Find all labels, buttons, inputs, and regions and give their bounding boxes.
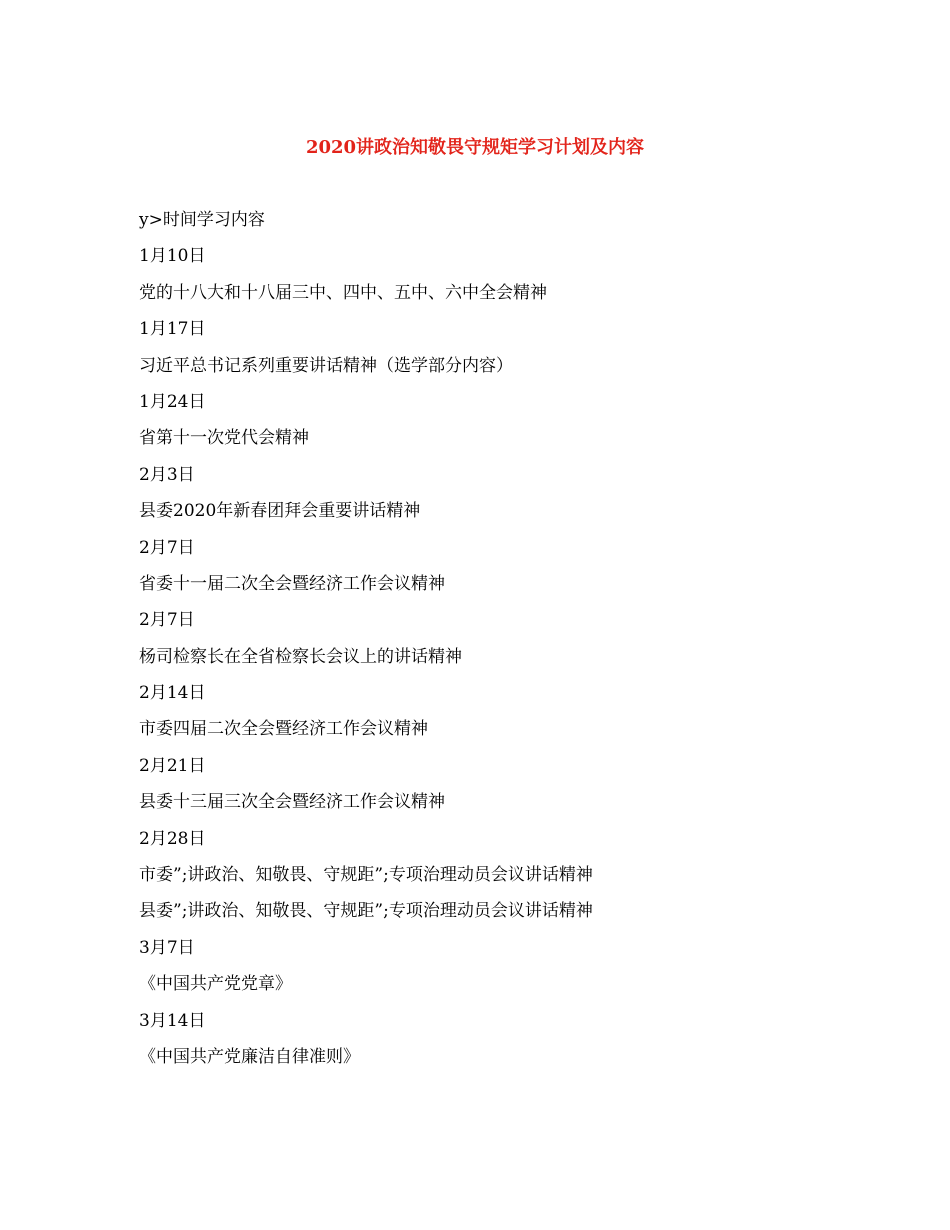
content-line: 省委十一届二次全会暨经济工作会议精神 <box>139 573 445 594</box>
date-line: 3月14日 <box>139 1010 206 1031</box>
content-line: 市委”;讲政治、知敬畏、守规距”;专项治理动员会议讲话精神 <box>139 865 593 886</box>
content-line: 《中国共产党廉洁自律准则》 <box>139 1046 360 1067</box>
content-line: 杨司检察长在全省检察长会议上的讲话精神 <box>139 646 462 667</box>
content-line: 县委”;讲政治、知敬畏、守规距”;专项治理动员会议讲话精神 <box>139 901 593 922</box>
date-line: 2月7日 <box>139 537 195 558</box>
date-line: 1月17日 <box>139 319 206 340</box>
content-line: 《中国共产党党章》 <box>139 974 292 995</box>
header-line: y>时间学习内容 <box>139 210 265 230</box>
document-title: 2020讲政治知敬畏守规矩学习计划及内容 <box>305 137 645 158</box>
date-line: 1月24日 <box>139 391 206 412</box>
date-line: 2月28日 <box>139 828 206 849</box>
date-line: 3月7日 <box>139 937 195 958</box>
date-line: 2月14日 <box>139 683 206 704</box>
content-line: 县委2020年新春团拜会重要讲话精神 <box>139 501 421 522</box>
study-plan-list <box>139 208 839 1081</box>
content-line: 县委十三届三次全会暨经济工作会议精神 <box>139 792 445 813</box>
date-line: 1月10日 <box>139 246 206 267</box>
content-line: 省第十一次党代会精神 <box>139 428 309 449</box>
date-line: 2月7日 <box>139 610 195 631</box>
content-line: 市委四届二次全会暨经济工作会议精神 <box>139 719 428 740</box>
content-line: 习近平总书记系列重要讲话精神（选学部分内容） <box>139 355 513 376</box>
content-line: 党的十八大和十八届三中、四中、五中、六中全会精神 <box>139 282 547 303</box>
date-line: 2月21日 <box>139 755 206 776</box>
date-line: 2月3日 <box>139 464 195 485</box>
